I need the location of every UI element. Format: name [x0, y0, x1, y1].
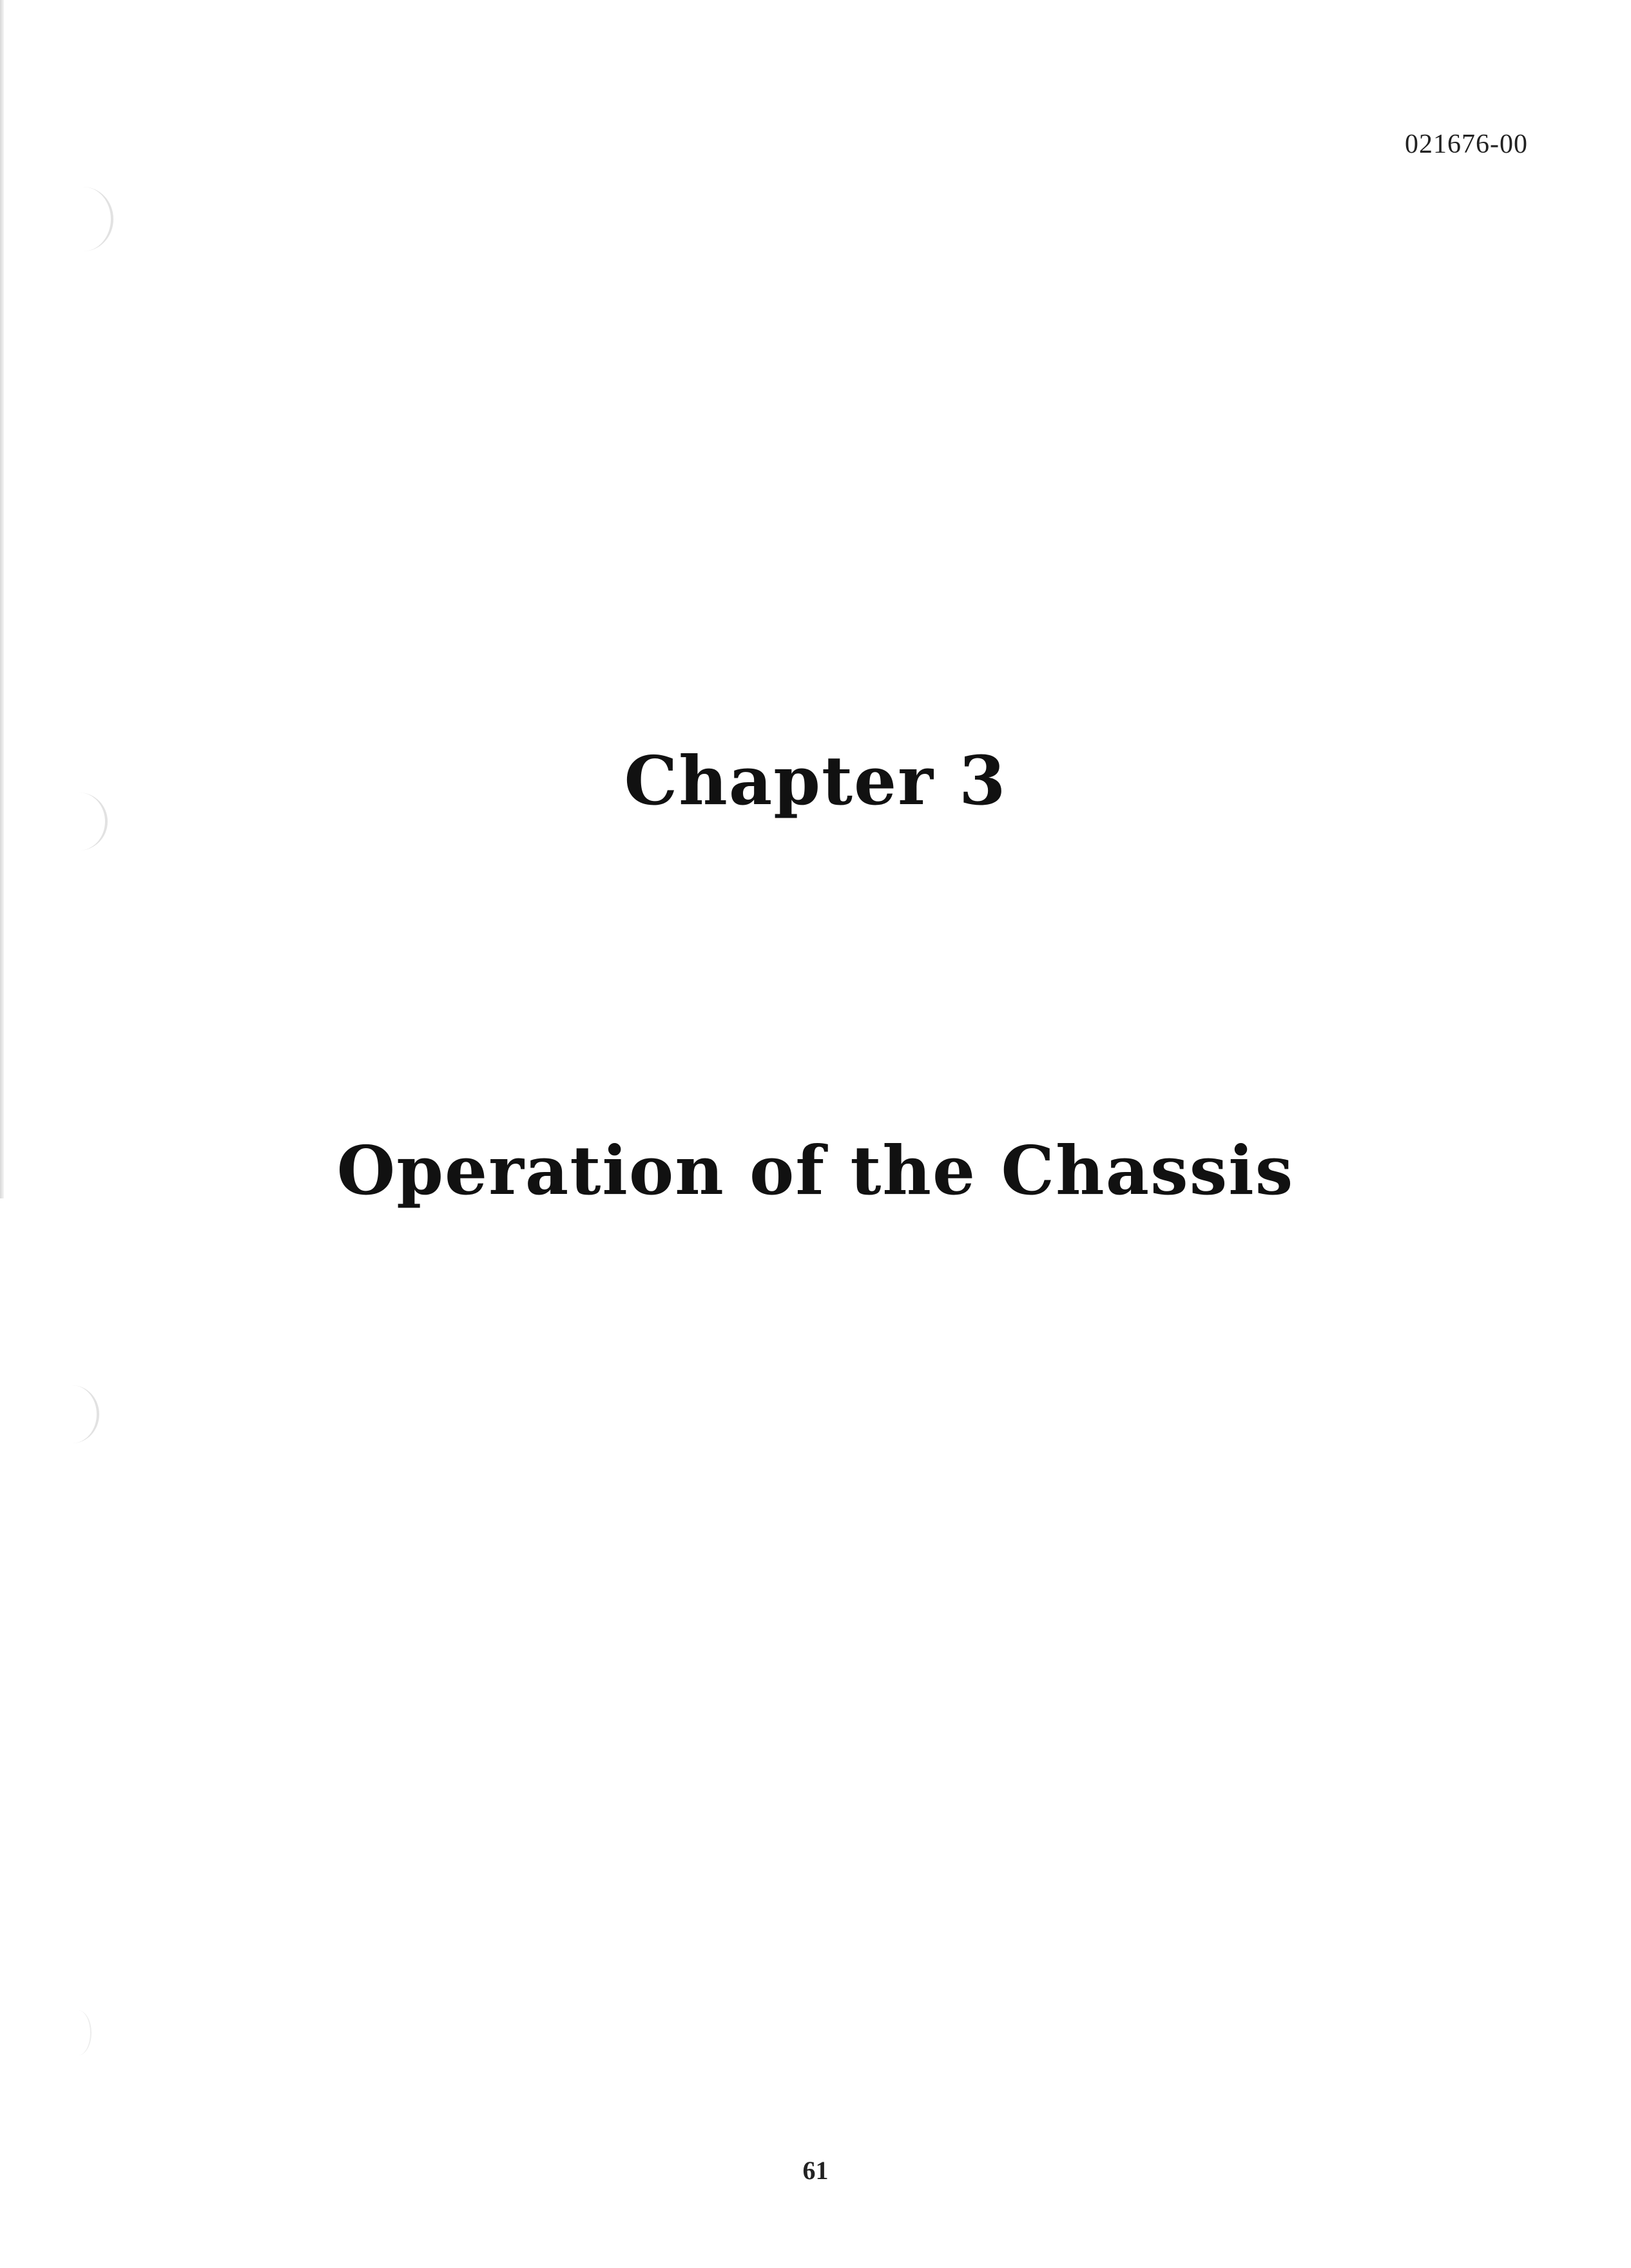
page-number: 61 [802, 2156, 829, 2185]
punch-hole-mark [64, 2010, 92, 2055]
scan-binding-edge [0, 0, 4, 1198]
punch-hole-mark [53, 187, 113, 251]
punch-hole-mark [45, 1385, 99, 1443]
chapter-label: Chapter 3 [624, 741, 1007, 820]
chapter-title: Operation of the Chassis [336, 1131, 1295, 1210]
document-number: 021676-00 [1405, 130, 1528, 159]
